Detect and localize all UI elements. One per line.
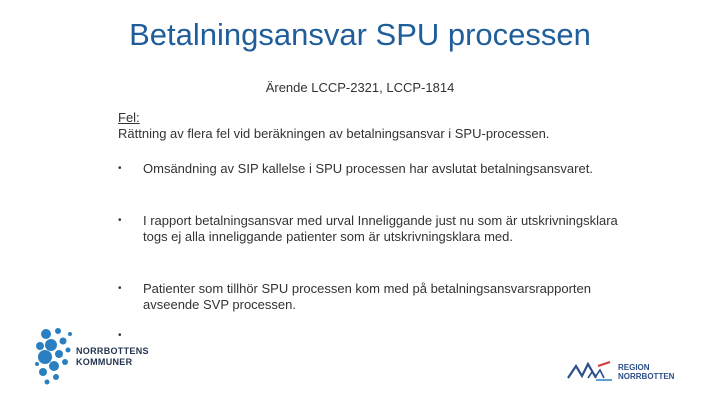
error-description [118, 110, 678, 142]
slide-title: Betalningsansvar SPU processen [129, 17, 591, 52]
logo-text-line1: NORRBOTTENS [76, 346, 149, 356]
error-text: Rättning av flera fel vid beräkningen av betalningsansvar i SPU-processen. [118, 126, 550, 141]
norrbottens-kommuner-logo [34, 326, 164, 386]
region-mark-icon [566, 358, 616, 384]
bullet-icon: • [118, 283, 122, 294]
logo-text-line2: NORRBOTTEN [618, 372, 675, 381]
error-label: Fel: [118, 110, 140, 125]
logo-text-line1: REGION [618, 363, 650, 372]
bullet-icon: • [118, 163, 122, 174]
logo-text [618, 363, 674, 381]
region-norrbotten-logo [566, 358, 716, 388]
logo-text [76, 346, 149, 368]
bullet-icon: • [118, 215, 122, 226]
bullet-text: Patienter som tillhör SPU processen kom med på betalningsansvarsrapporten avseende SVP processen. [143, 281, 592, 312]
bullet-text: Omsändning av SIP kallelse i SPU processen har avslutat betalningsansvaret. [143, 161, 593, 176]
bullet-text: I rapport betalningsansvar med urval Inneliggande just nu som är utskrivningsklara togs ej alla inneliggande patienter som är utskrivningsklara med. [143, 213, 618, 244]
bullet-icon: • [118, 330, 122, 341]
logo-text-line2: KOMMUNER [76, 357, 133, 367]
slide-subtitle: Ärende LCCP-2321, LCCP-1814 [265, 80, 455, 95]
